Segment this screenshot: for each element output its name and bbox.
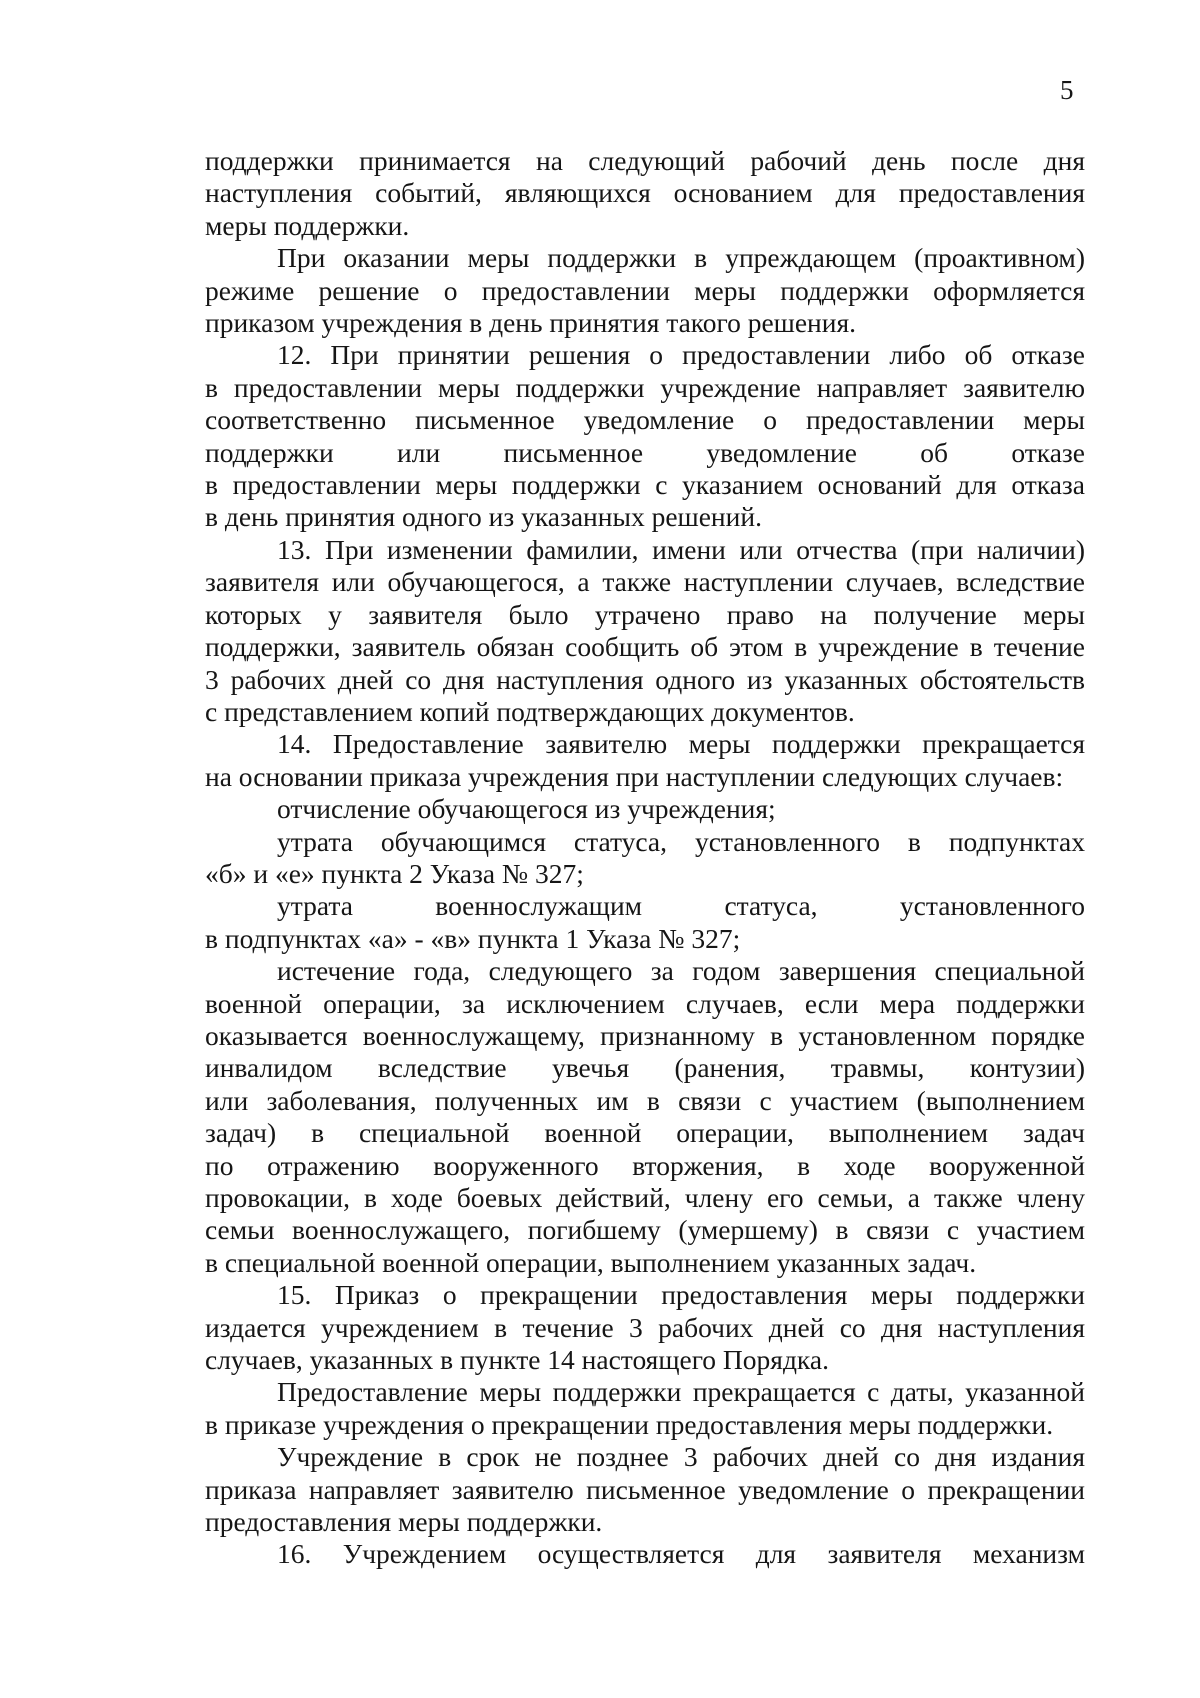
paragraph bbox=[205, 1279, 1085, 1376]
text-line: режиме решение о предоставлении меры поддержки оформляется bbox=[205, 274, 1085, 306]
paragraph bbox=[205, 890, 1085, 955]
text-line: приказом учреждения в день принятия такого решения. bbox=[205, 307, 857, 339]
page-number: 5 bbox=[1060, 75, 1074, 105]
text-line: издается учреждением в течение 3 рабочих дней со дня наступления bbox=[205, 1311, 1085, 1343]
paragraph bbox=[205, 793, 1085, 825]
text-line: поддержки, заявитель обязан сообщить об этом в учреждение в течение bbox=[205, 631, 1085, 663]
paragraph bbox=[205, 242, 1085, 339]
text-line: утрата военнослужащим статуса, установленного bbox=[277, 890, 1085, 922]
text-line: Учреждение в срок не позднее 3 рабочих дней со дня издания bbox=[277, 1441, 1085, 1473]
paragraph bbox=[205, 145, 1085, 242]
text-line: военной операции, за исключением случаев, если мера поддержки bbox=[205, 987, 1085, 1019]
text-line: оказывается военнослужащему, признанному в установленном порядке bbox=[205, 1019, 1085, 1051]
text-line: в предоставлении меры поддержки учреждение направляет заявителю bbox=[205, 371, 1085, 403]
text-line: которых у заявителя было утрачено право на получение меры bbox=[205, 598, 1085, 630]
text-line: поддержки принимается на следующий рабочий день после дня bbox=[205, 145, 1085, 176]
text-line: в день принятия одного из указанных решений. bbox=[205, 501, 762, 533]
text-line: или заболевания, полученных им в связи с участием (выполнением bbox=[205, 1084, 1085, 1116]
text-line: с представлением копий подтверждающих документов. bbox=[205, 695, 855, 727]
text-line: истечение года, следующего за годом завершения специальной bbox=[277, 955, 1085, 987]
text-line: предоставления меры поддержки. bbox=[205, 1506, 603, 1538]
text-line: «б» и «е» пункта 2 Указа № 327; bbox=[205, 857, 584, 889]
text-line: При оказании меры поддержки в упреждающем (проактивном) bbox=[277, 242, 1085, 274]
paragraph bbox=[205, 826, 1085, 891]
paragraph bbox=[205, 728, 1085, 793]
text-line: задач) в специальной военной операции, выполнением задач bbox=[205, 1117, 1085, 1149]
text-line: на основании приказа учреждения при наступлении следующих случаев: bbox=[205, 760, 1064, 792]
text-line: 16. Учреждением осуществляется для заявителя механизм bbox=[277, 1538, 1085, 1570]
text-line: 13. При изменении фамилии, имени или отчества (при наличии) bbox=[277, 533, 1085, 565]
text-line: меры поддержки. bbox=[205, 209, 410, 241]
text-line: в приказе учреждения о прекращении предоставления меры поддержки. bbox=[205, 1408, 1054, 1440]
text-line: в предоставлении меры поддержки с указанием оснований для отказа bbox=[205, 469, 1085, 501]
text-line: утрата обучающимся статуса, установленного в подпунктах bbox=[277, 825, 1085, 857]
text-line: 14. Предоставление заявителю меры поддержки прекращается bbox=[277, 728, 1085, 760]
text-line: 15. Приказ о прекращении предоставления меры поддержки bbox=[277, 1279, 1085, 1311]
document-body bbox=[205, 145, 1085, 1571]
paragraph bbox=[205, 1441, 1085, 1538]
text-line: инвалидом вследствие увечья (ранения, травмы, контузии) bbox=[205, 1052, 1085, 1084]
paragraph bbox=[205, 339, 1085, 533]
text-line: случаев, указанных в пункте 14 настоящего Порядка. bbox=[205, 1344, 829, 1376]
text-line: отчисление обучающегося из учреждения; bbox=[277, 793, 776, 825]
paragraph bbox=[205, 955, 1085, 1279]
text-line: приказа направляет заявителю письменное уведомление о прекращении bbox=[205, 1473, 1085, 1505]
text-line: Предоставление меры поддержки прекращается с даты, указанной bbox=[277, 1376, 1085, 1408]
text-line: 12. При принятии решения о предоставлении либо об отказе bbox=[277, 339, 1085, 371]
paragraph bbox=[205, 534, 1085, 728]
text-line: наступления событий, являющихся основанием для предоставления bbox=[205, 177, 1085, 209]
text-line: заявителя или обучающегося, а также наступлении случаев, вследствие bbox=[205, 566, 1085, 598]
paragraph bbox=[205, 1376, 1085, 1441]
text-line: по отражению вооруженного вторжения, в ходе вооруженной bbox=[205, 1149, 1085, 1181]
text-line: семьи военнослужащего, погибшему (умершему) в связи с участием bbox=[205, 1214, 1085, 1246]
text-line: 3 рабочих дней со дня наступления одного из указанных обстоятельств bbox=[205, 663, 1085, 695]
text-line: поддержки или письменное уведомление об отказе bbox=[205, 436, 1085, 468]
text-line: в специальной военной операции, выполнением указанных задач. bbox=[205, 1246, 977, 1278]
text-line: провокации, в ходе боевых действий, члену его семьи, а также члену bbox=[205, 1182, 1085, 1213]
text-line: соответственно письменное уведомление о предоставлении меры bbox=[205, 404, 1085, 436]
text-line: в подпунктах «а» - «в» пункта 1 Указа № 327; bbox=[205, 922, 741, 954]
paragraph bbox=[205, 1538, 1085, 1570]
